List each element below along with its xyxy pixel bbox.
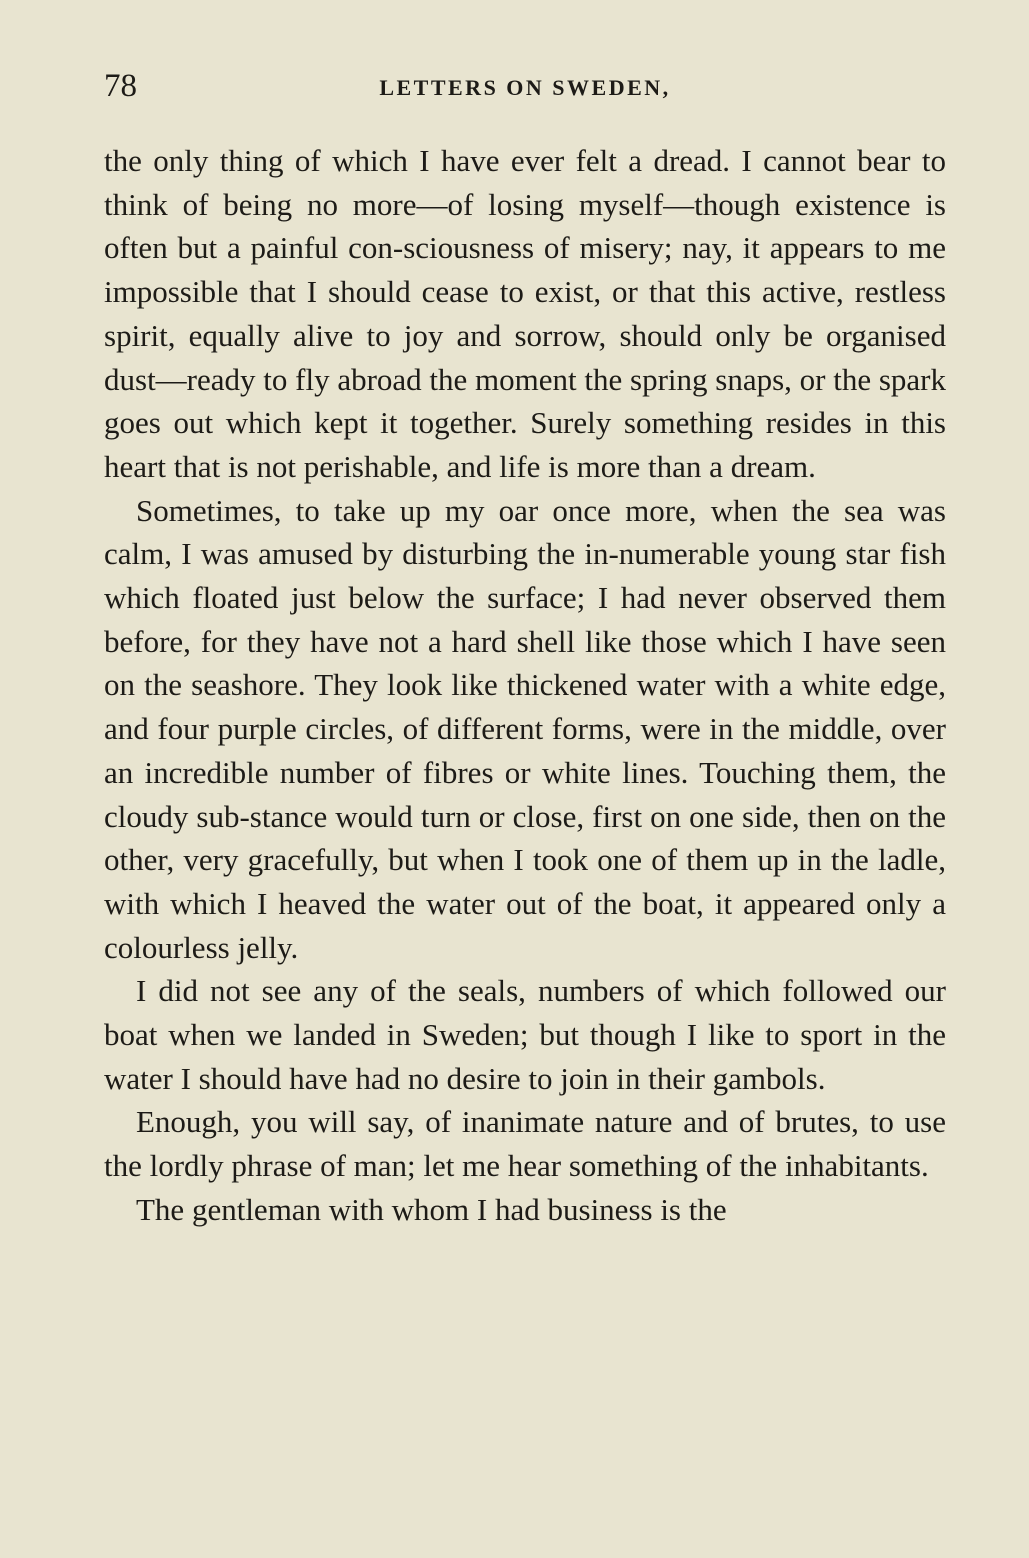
paragraph-star-fish: Sometimes, to take up my oar once more, when the sea was calm, I was amused by disturbing the in-numerable young star fish which floated just below the surface; I had never observed them before, for they have not a hard shell like those which I have seen on the seashore. They look like thickened water with a white edge, and four purple circles, of different forms, were in the middle, over an incredible number of fibres or white lines. Touching them, the cloudy sub-stance would turn or close, first on one side, then on the other, very gracefully, but when I took one of them up in the ladle, with which I heaved the water out of the boat, it appeared only a colourless jelly. [104, 492, 946, 965]
paragraph-gentleman: The gentleman with whom I had business is the [136, 1191, 727, 1227]
paragraph-seals: I did not see any of the seals, numbers of which followed our boat when we landed in Sweden; but though I like to sport in the water I should have had no desire to join in their gambols. [104, 973, 946, 1096]
paragraph-inhabitants: Enough, you will say, of inanimate nature and of brutes, to use the lordly phrase of man; let me hear something of the inhabitants. [104, 1104, 946, 1184]
running-title: LETTERS ON SWEDEN, [379, 75, 671, 100]
paragraph-continuation: the only thing of which I have ever felt a dread. I cannot bear to think of being no more—of losing myself—though existence is often but a painful con-sciousness of misery; nay, it appears to me impossible that I should cease to exist, or that this active, restless spirit, equally alive to joy and sorrow, should only be organised dust—ready to fly abroad the moment the spring snaps, or the spark goes out which kept it together. Surely something resides in this heart that is not perishable, and life is more than a dream. [104, 143, 946, 484]
body-text [104, 139, 946, 1232]
page-number: 78 [104, 68, 137, 104]
page-header [104, 66, 946, 106]
